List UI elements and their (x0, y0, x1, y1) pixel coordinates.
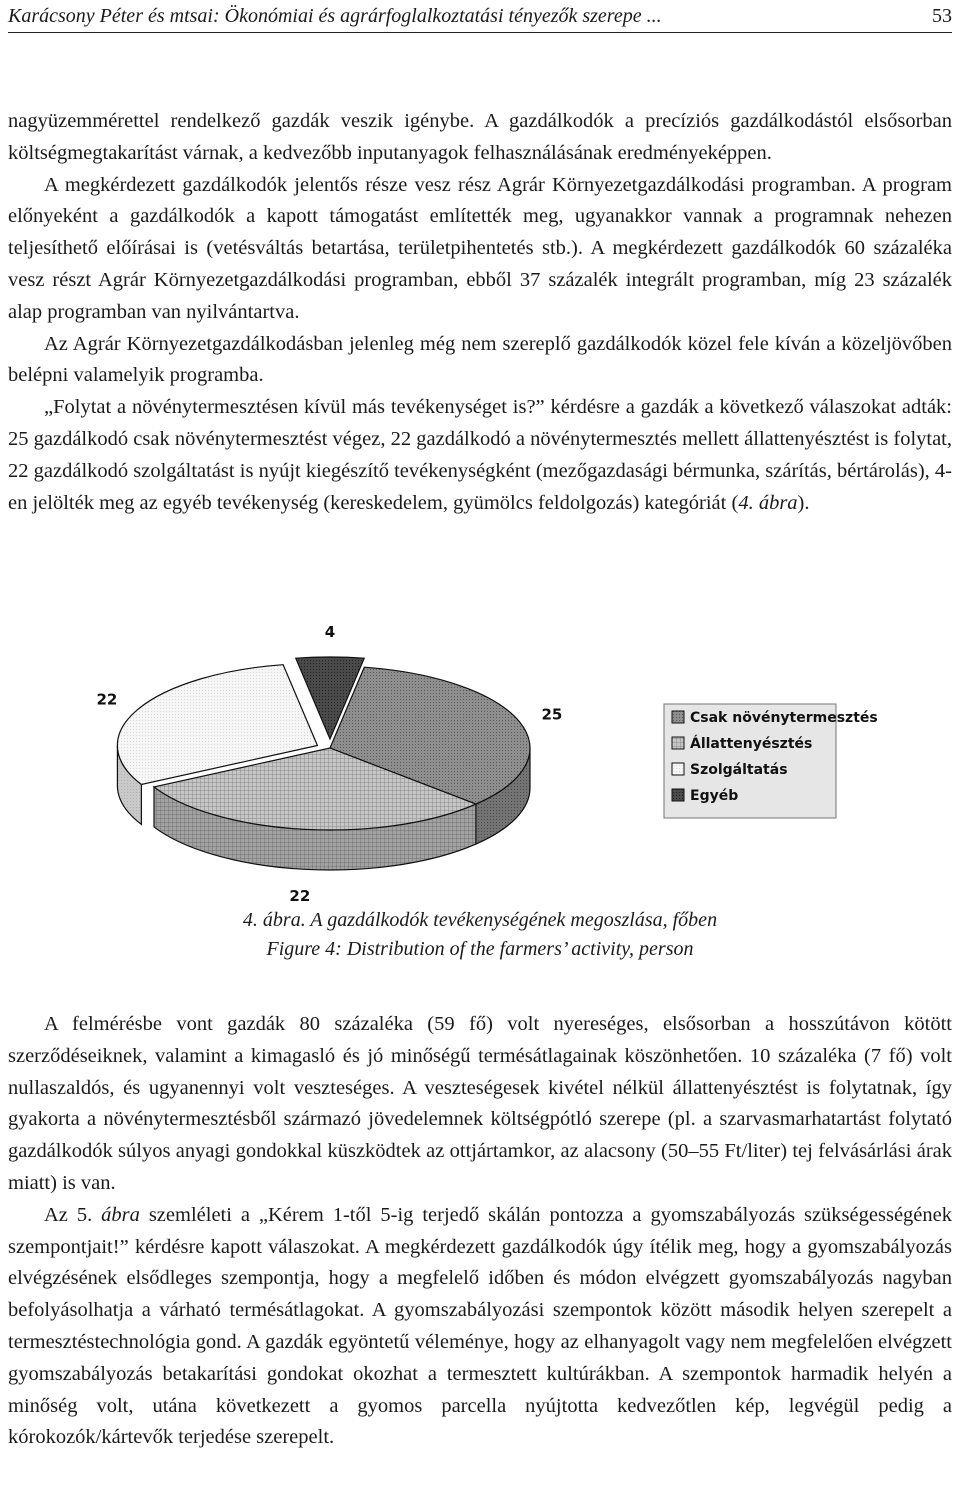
figure-ref-5-number: 5. (76, 1203, 93, 1226)
pie-legend-swatch-0 (672, 711, 684, 723)
body-text-top (8, 106, 952, 519)
pie-legend-swatch-3 (672, 789, 684, 801)
pie-legend-label-0: Csak növénytermesztés (690, 710, 878, 726)
figure-ref-4: 4. ábra (738, 491, 798, 514)
paragraph-6-text: szemléleti a „Kérem 1-től 5-ig terjedő skálán pontozza a gyomszabályozás szükségességének szempontjait!” kérdésre kapott válaszokat. A megkérdezett gazdálkodók úgy ítélik meg, hogy a gyomszabályozás elvégzésének elsődleges szempontja, hogy a megfelelő időben és módon elvégzett gyomszabályozás nagyban befolyásolhatja a várható termésátlagokat. A gyomszabályozási szempontok között második helyen szerepelt a termesztéstechnológia gond. A gazdák egyöntetű véleménye, hogy az elhanyagolt vagy nem megfelelően elvégzett gyomszabályozás betakarítási gondokat okozhat a termesztett kultúrákban. A szempontok harmadik helyén a minőség volt, utána következett a gyomos parcella nyújtotta kedvezőtlen kép, legvégül pedig a kórokozók/kártevők terjedése szerepelt. (8, 1203, 952, 1449)
figure-caption-en: Figure 4: Distribution of the farmers’ activity, person (266, 938, 694, 960)
paragraph-4-text: „Folytat a növénytermesztésen kívül más tevékenységet is?” kérdésre a gazdák a következő válaszokat adták: 25 gazdálkodó csak növénytermesztést végez, 22 gazdálkodó a növénytermesztés mellett állattenyésztést is folytat, 22 gazdálkodó szolgáltatást is nyújt kiegészítő tevékenységként (mezőgazdasági bérmunka, szárítás, bértárolás), 4-en jelölték meg az egyéb tevékenység (kereskedelem, gyümölcs feldolgozás) kategóriát ( (8, 396, 952, 514)
figure-caption-hu: 4. ábra. A gazdálkodók tevékenységének megoszlása, főben (242, 909, 718, 931)
paragraph-1: nagyüzemmérettel rendelkező gazdák veszik igénybe. A gazdálkodók a precíziós gazdálkodástól elsősorban költségmegtakarítást várnak, a kedvezőbb inputanyagok felhasználásának eredményeképpen. (8, 110, 952, 164)
pie-legend-label-2: Szolgáltatás (690, 762, 788, 778)
pie-data-label-0: 25 (541, 705, 563, 724)
paragraph-2: A megkérdezett gazdálkodók jelentős része vesz rész Agrár Környezetgazdálkodási programban. A program előnyeként a gazdálkodók a kapott támogatást említették meg, ugyanakkor vannak a programnak nehezen teljesíthető előírásai is (vetésváltás betartása, területpihentetés stb.). A megkérdezett gazdálkodók 60 százaléka vesz részt Agrár Környezetgazdálkodási programban, ebből 37 százalék integrált programban, míg 23 százalék alap programban van nyilvántartva. (8, 173, 952, 323)
pie-data-label-2: 22 (96, 690, 118, 709)
body-text-bottom (8, 1009, 952, 1454)
paragraph-6-intro: Az (44, 1203, 77, 1226)
paragraph-3: Az Agrár Környezetgazdálkodásban jelenleg még nem szereplő gazdálkodók közel fele kíván a közeljövőben belépni valamelyik programba. (8, 332, 952, 387)
pie-chart (96, 622, 878, 906)
page-number: 53 (932, 5, 952, 27)
pie-legend-swatch-1 (672, 737, 684, 749)
pie-data-label-3: 4 (324, 622, 336, 641)
pie-chart-svg (96, 622, 878, 906)
figure-ref-5-word: ábra (101, 1203, 140, 1226)
pie-legend-label-1: Állattenyésztés (690, 736, 813, 752)
paragraph-4-end: ). (797, 491, 810, 514)
paragraph-5: A felmérésbe vont gazdák 80 százaléka (59 fő) volt nyereséges, elsősorban a hosszútávon kötött szerződéseiknek, valamint a kimagasló és jó minőségű termésátlagainak köszönhetően. 10 százaléka (7 fő) volt nullaszaldós, és ugyanennyi volt veszteséges. A veszteségesek kivétel nélkül állattenyésztést is folytatnak, így gyakorta a növénytermesztésből származó jövedelemnek költségpótló szerepe (pl. a szarvasmarhatartást folytató gazdálkodók súlyos anyagi gondokkal küszködtek az ottjártamkor, az alacsony (50–55 Ft/liter) tej felvásárlási árak miatt) is van. (8, 1013, 952, 1194)
pie-legend-swatch-2 (672, 763, 684, 775)
paragraph-4 (8, 392, 952, 519)
pie-legend-label-3: Egyéb (690, 788, 739, 804)
running-title: Karácsony Péter és mtsai: Ökonómiai és agrárfoglalkoztatási tényezők szerepe ... (8, 5, 662, 27)
paragraph-6 (8, 1200, 952, 1454)
pie-data-label-1: 22 (289, 887, 311, 906)
running-header (8, 2, 952, 33)
